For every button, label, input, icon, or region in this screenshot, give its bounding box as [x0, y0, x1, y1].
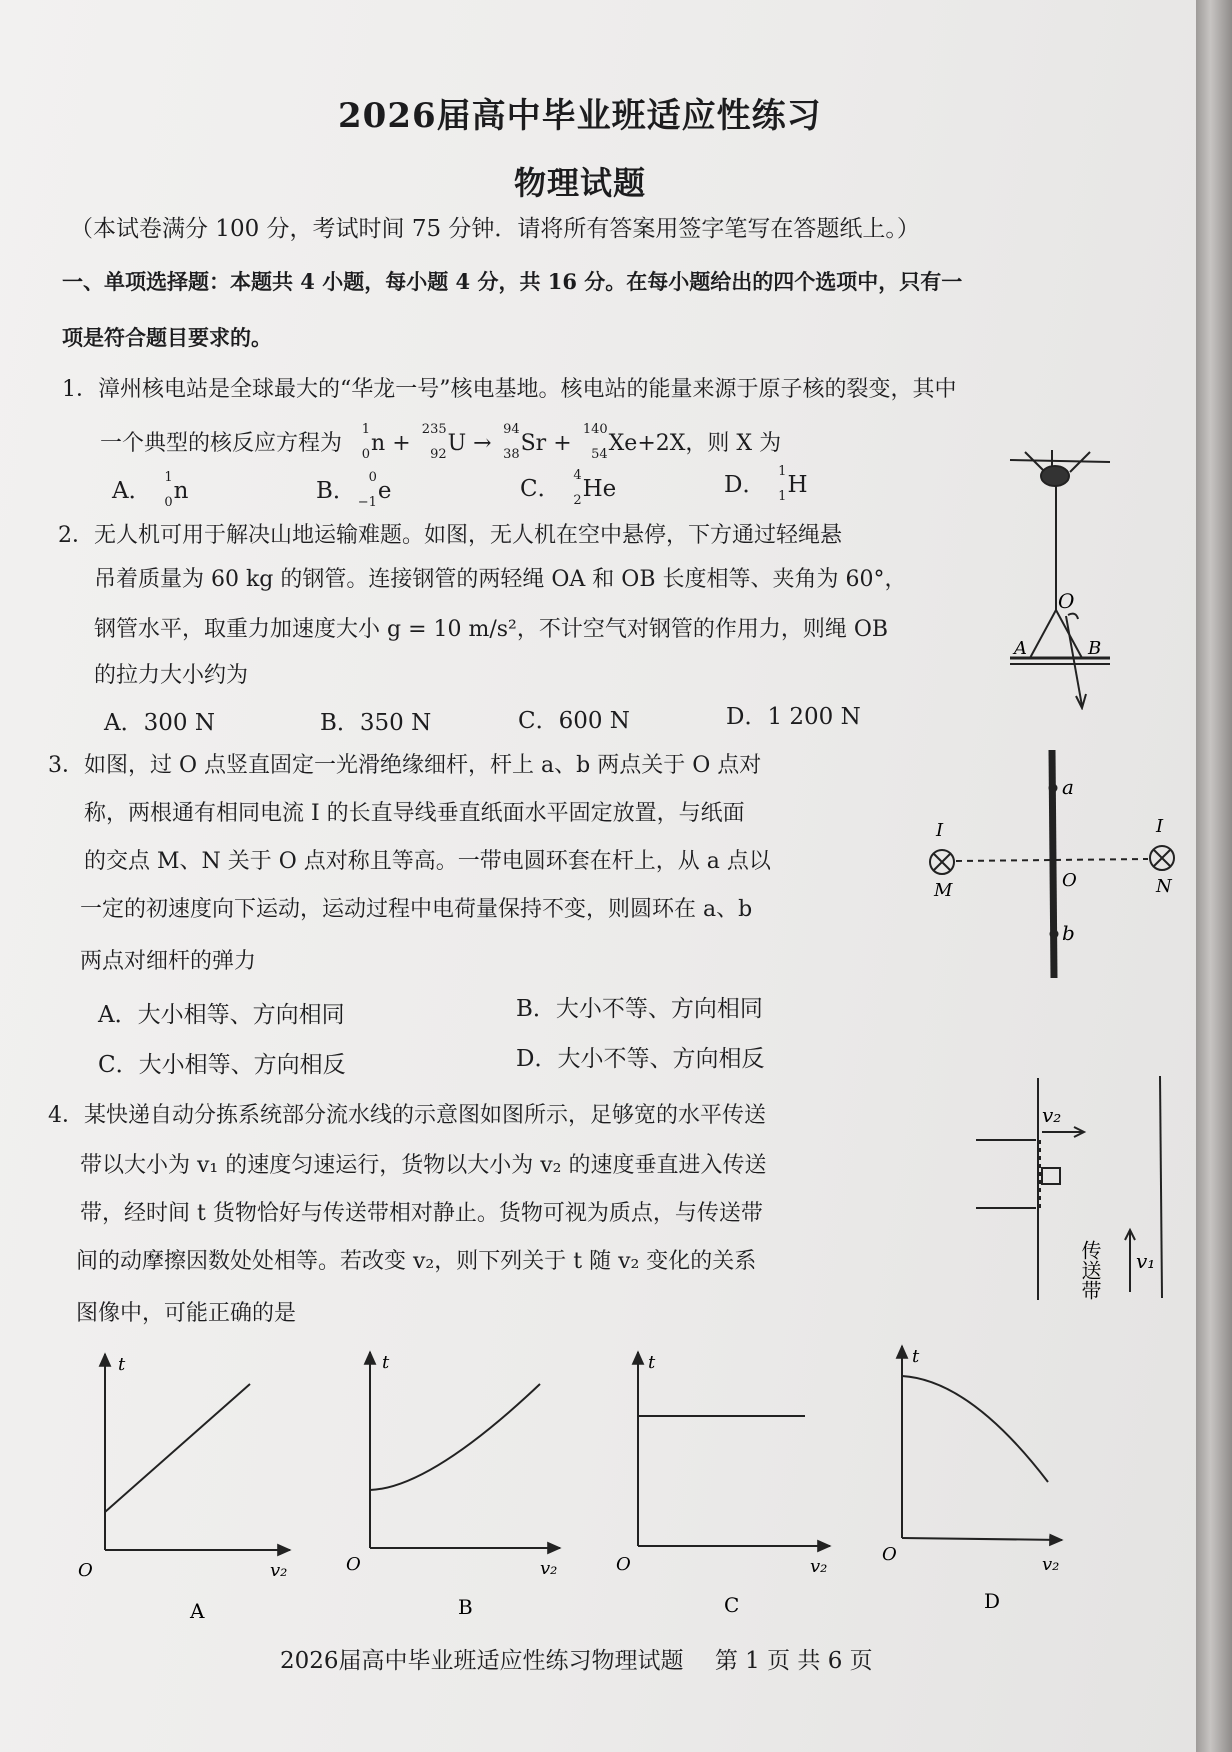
graph-c-origin: O	[616, 1554, 631, 1575]
q2-option-b[interactable]: B．350 N	[320, 710, 432, 736]
nuclide-strontium: 94 38	[503, 422, 520, 462]
label-a: A	[1014, 638, 1027, 659]
label-a: a	[1062, 775, 1074, 799]
label-n: N	[1156, 876, 1172, 897]
q3-option-a[interactable]: A．大小相等、方向相同	[98, 1002, 345, 1028]
q1-line2-suffix: ，则 X 为	[685, 431, 782, 456]
q2-line1: 2．无人机可用于解决山地运输难题。如图，无人机在空中悬停，下方通过轻绳悬	[58, 523, 842, 548]
graph-a-label: A	[190, 1599, 205, 1623]
q2-option-a[interactable]: A．300 N	[104, 710, 215, 736]
graph-d[interactable]	[882, 1346, 1062, 1613]
footer-text: 2026届高中毕业班适应性练习物理试题	[280, 1648, 684, 1674]
q1-line2-prefix: 一个典型的核反应方程为	[100, 431, 343, 456]
belt-right-edge	[1160, 1076, 1162, 1298]
graph-c-v2: v₂	[810, 1556, 828, 1577]
q4-line1: 4．某快递自动分拣系统部分流水线的示意图如图所示，足够宽的水平传送	[48, 1103, 766, 1128]
q3-option-d[interactable]: D．大小不等、方向相反	[516, 1046, 765, 1072]
q2-option-c[interactable]: C．600 N	[518, 708, 630, 734]
graph-a-origin: O	[78, 1560, 93, 1581]
q4-line5: 图像中，可能正确的是	[76, 1301, 297, 1326]
section-heading-line2: 项是符合题目要求的。	[62, 325, 272, 350]
package-icon	[1042, 1168, 1060, 1184]
nuclide-uranium: 235 92	[421, 422, 447, 462]
label-i-right: I	[1156, 816, 1164, 837]
q3-option-b[interactable]: B．大小不等、方向相同	[516, 996, 763, 1022]
graph-a-v2: v₂	[270, 1560, 288, 1581]
label-o: O	[1062, 870, 1077, 891]
label-b: b	[1062, 921, 1075, 945]
page-edge	[1196, 0, 1232, 1752]
gravity-arrow	[1066, 616, 1082, 706]
eq-sr: Sr	[520, 431, 547, 456]
graph-d-origin: O	[882, 1544, 897, 1565]
q1-option-b[interactable]: B． 0 −1 e	[316, 470, 392, 510]
label-i-left: I	[936, 820, 944, 841]
drone-rotor-bar	[1010, 460, 1110, 462]
opt-c-nuclide: 4 2	[573, 468, 582, 508]
label-v1: v₁	[1136, 1249, 1156, 1273]
point-b	[1050, 930, 1058, 938]
eq-plus: +	[392, 431, 411, 456]
q3-line3: 的交点 M、N 关于 O 点对称且等高。一带电圆环套在杆上，从 a 点以	[84, 849, 771, 874]
graph-a-curve	[105, 1384, 250, 1512]
q4-line4: 间的动摩擦因数处处相等。若改变 v₂，则下列关于 t 随 v₂ 变化的关系	[76, 1249, 757, 1274]
graph-b-label: B	[458, 1595, 473, 1619]
section-heading-line1: 一、单项选择题：本题共 4 小题，每小题 4 分，共 16 分。在每小题给出的四个选项中，只有一	[62, 269, 963, 294]
graph-a[interactable]	[78, 1354, 290, 1623]
eq-arrow: →	[473, 431, 492, 456]
point-a	[1049, 784, 1057, 792]
q2-option-d[interactable]: D．1 200 N	[726, 704, 861, 730]
eq-u: U	[447, 431, 467, 456]
drone-body	[1041, 466, 1069, 486]
footer	[280, 1642, 873, 1675]
graph-d-t: t	[912, 1346, 920, 1367]
instructions: （本试卷满分 100 分，考试时间 75 分钟．请将所有答案用签字笔写在答题纸上。）	[70, 216, 920, 242]
q3-line4: 一定的初速度向下运动，运动过程中电荷量保持不变，则圆环在 a、b	[80, 897, 753, 922]
conveyor-figure	[970, 1072, 1180, 1312]
graph-d-v2: v₂	[1042, 1554, 1060, 1575]
opt-b-nuclide: 0 −1	[357, 470, 377, 510]
graph-b-curve	[370, 1384, 540, 1490]
eq-tail: +2X	[637, 431, 686, 456]
rod-wires-figure	[920, 744, 1180, 984]
eq-plus-2: +	[553, 431, 572, 456]
page-number: 第 1 页 共 6 页	[714, 1648, 873, 1674]
q2-line4: 的拉力大小约为	[94, 663, 249, 688]
opt-d-nuclide: 1 1	[778, 464, 787, 504]
drone-figure	[990, 440, 1130, 710]
graph-c-label: C	[724, 1593, 740, 1617]
graph-b-t: t	[382, 1352, 390, 1373]
opt-a-nuclide: 1 0	[164, 470, 173, 510]
q1-line1: 1．漳州核电站是全球最大的“华龙一号”核电基地。核电站的能量来源于原子核的裂变，其中	[62, 377, 957, 402]
label-v2: v₂	[1042, 1103, 1062, 1127]
graph-c[interactable]	[616, 1352, 830, 1617]
label-o: O	[1058, 589, 1075, 613]
label-b: B	[1088, 638, 1102, 659]
graph-d-label: D	[984, 1589, 1001, 1613]
graph-options	[70, 1340, 1070, 1630]
graph-b-origin: O	[346, 1554, 361, 1575]
q4-line3: 带，经时间 t 货物恰好与传送带相对静止。货物可视为质点，与传送带	[80, 1201, 763, 1226]
graph-b-v2: v₂	[540, 1558, 558, 1579]
eq-n: n	[371, 431, 386, 456]
q3-line1: 3．如图，过 O 点竖直固定一光滑绝缘细杆，杆上 a、b 两点关于 O 点对	[48, 753, 762, 778]
q1-option-a[interactable]: A． 1 0 n	[112, 470, 189, 510]
label-belt: 传送带	[1078, 1240, 1102, 1300]
nuclide-neutron: 1 0	[361, 422, 371, 462]
nuclide-xenon: 140 54	[582, 422, 608, 462]
graph-c-t: t	[648, 1352, 656, 1373]
q1-line2	[100, 422, 782, 462]
q1-option-c[interactable]: C． 4 2 He	[520, 468, 617, 508]
subject-title: 物理试题	[514, 164, 647, 202]
q3-line2: 称，两根通有相同电流 I 的长直导线垂直纸面水平固定放置，与纸面	[84, 801, 745, 826]
q1-option-d[interactable]: D． 1 1 H	[724, 464, 808, 504]
q4-line2: 带以大小为 v₁ 的速度匀速运行，货物以大小为 v₂ 的速度垂直进入传送	[80, 1153, 767, 1178]
rope-oa	[1030, 610, 1056, 658]
q3-option-c[interactable]: C．大小相等、方向相反	[98, 1052, 346, 1078]
exam-title: 2026届高中毕业班适应性练习	[338, 96, 822, 136]
label-m: M	[934, 880, 953, 901]
q3-line5: 两点对细杆的弹力	[80, 949, 257, 974]
eq-xe: Xe	[608, 431, 638, 456]
q2-line3: 钢管水平，取重力加速度大小 g = 10 m/s²，不计空气对钢管的作用力，则绳 OB	[94, 617, 889, 642]
graph-b[interactable]	[346, 1352, 560, 1619]
graph-a-t: t	[118, 1354, 126, 1375]
q2-line2: 吊着质量为 60 kg 的钢管。连接钢管的两轻绳 OA 和 OB 长度相等、夹角为 60°，	[94, 567, 907, 592]
graph-d-curve	[902, 1376, 1048, 1482]
